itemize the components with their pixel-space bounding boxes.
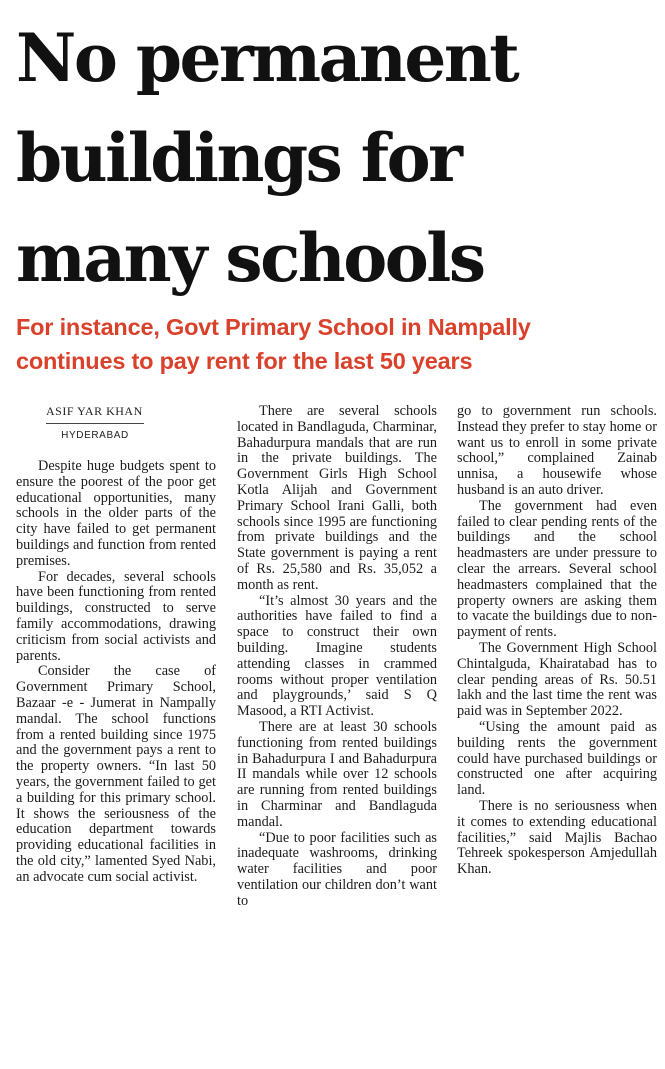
paragraph: The government had even failed to clear pending rents of the buildings and the school headmasters are under pressure to clear the arrears. Several school headmasters complained that the property owners are asking them to vacate the buildings due to non-payment of rents. bbox=[457, 497, 657, 641]
paragraph: There are several schools located in Bandlaguda, Charminar, Bahadurpura mandals that are run in the private buildings. The Government Girls High School Kotla Alijah and Government Primary School Irani Galli, both schools since 1995 are functioning from private buildings and the State government is paying a rent of Rs. 25,580 and Rs. 35,052 a month as rent. bbox=[237, 403, 437, 593]
paragraph: There are at least 30 schools functioning from rented buildings in Bahadurpura I and Bahadurpura II mandals while over 12 schools are running from rented buildings in Charminar and Bandlaguda mandal. bbox=[237, 718, 437, 830]
article-column-2 bbox=[237, 404, 437, 910]
subheadline bbox=[16, 310, 656, 378]
headline bbox=[16, 8, 656, 308]
paragraph: The Government High School Chintalguda, Khairatabad has to clear pending areas of Rs. 50.51 lakh and the last time the rent was paid was in September 2022. bbox=[457, 639, 657, 720]
paragraph: There is no seriousness when it comes to extending educational facilities,” said Majlis Bachao Tehreek spokesperson Amjedullah Khan. bbox=[457, 797, 657, 878]
paragraph: “Using the amount paid as building rents the government could have purchased buildings or constructed one after acquiring land. bbox=[457, 718, 657, 799]
byline-author: ASIF YAR KHAN bbox=[46, 404, 144, 424]
headline-line: buildings for bbox=[16, 119, 461, 197]
article-column-3 bbox=[457, 404, 657, 878]
paragraph: “It’s almost 30 years and the authorities have failed to find a space to construct their own building. Imagine students attending classes in crammed rooms without proper ventilation and playgrounds,’ said S Q Masood, a RTI Activist. bbox=[237, 592, 437, 720]
subheadline-line: For instance, Govt Primary School in Nampally bbox=[16, 314, 531, 340]
byline bbox=[46, 404, 144, 441]
headline-line: No permanent bbox=[16, 19, 518, 97]
paragraph: Consider the case of Government Primary School, Bazaar -e - Jumerat in Nampally mandal. The school functions from a rented building since 1975 and the government pays a rent to the property owners. “In last 50 years, the government failed to get a building for this primary school. It shows the seriousness of the education department towards providing educational facilities in the old city,” lamented Syed Nabi, an advocate cum social activist. bbox=[16, 663, 216, 885]
headline-line: many schools bbox=[16, 219, 484, 297]
paragraph: “Due to poor facilities such as inadequate washrooms, drinking water facilities and poor ventilation our children don’t want to bbox=[237, 829, 437, 909]
paragraph: For decades, several schools have been functioning from rented buildings, constructed to serve family accommodations, drawing criticism from social activists and parents. bbox=[16, 568, 216, 664]
byline-location: HYDERABAD bbox=[61, 430, 129, 441]
subheadline-line: continues to pay rent for the last 50 years bbox=[16, 348, 473, 374]
paragraph: go to government run schools. Instead they prefer to stay home or want us to enroll in some private school,” complained Zainab unnisa, a housewife whose husband is an auto driver. bbox=[457, 403, 657, 498]
paragraph: Despite huge budgets spent to ensure the poorest of the poor get educational opportunities, many schools in the older parts of the city have failed to get permanent buildings and function from rented premises. bbox=[16, 458, 216, 569]
article-column-1 bbox=[16, 459, 216, 886]
